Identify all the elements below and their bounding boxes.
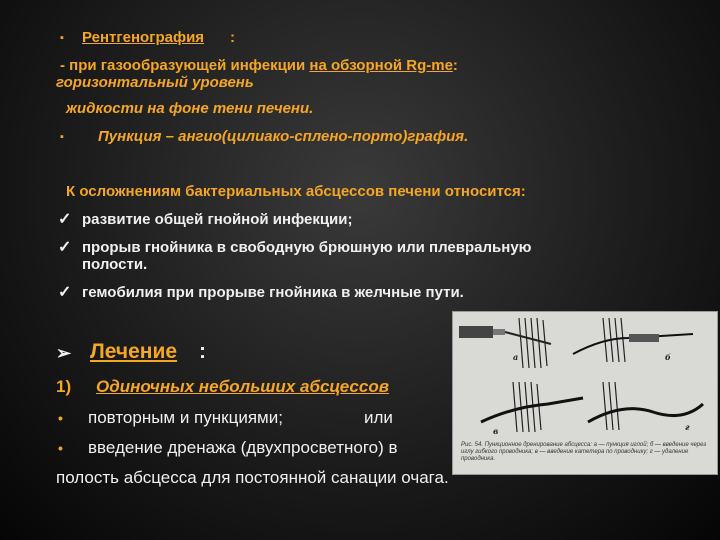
treatment-sub1-or: или — [364, 408, 393, 427]
tissue-hatch-a — [519, 318, 547, 368]
complications-heading: К осложнениям бактериальных абсцессов печени относится: — [66, 183, 526, 200]
figure-label-b: б — [665, 352, 671, 362]
figure-caption: Рис. 54. Пункционное дренирование абсцесса: а — пункция иглой; б — введение через иглу гибкого проводника; в — введение катетера по проводнику; г — удаление проводника. — [461, 442, 707, 462]
needle-hub — [629, 334, 659, 342]
treatment-tail: полость абсцесса для постоянной санации очага. — [56, 468, 449, 487]
xray-line2: горизонтальный уровень — [56, 74, 254, 91]
round-bullet: • — [58, 410, 63, 426]
treatment-heading-colon: : — [199, 340, 206, 363]
round-bullet: • — [58, 440, 63, 456]
treatment-item-text: Одиночных небольших абсцессов — [96, 377, 389, 396]
figure-label-c: в — [493, 426, 499, 436]
xray-line1-link: на обзорной Rg-me — [309, 57, 453, 74]
check-icon: ✓ — [58, 211, 72, 228]
complication-item: развитие общей гнойной инфекции; — [82, 211, 353, 228]
treatment-heading: Лечение — [90, 340, 178, 363]
tissue-hatch-d — [603, 382, 619, 430]
puncture-line: Пункция – ангио(цилиако-сплено-порто)графия. — [98, 128, 469, 145]
xray-heading: Рентгенография — [82, 29, 205, 46]
check-icon: ✓ — [58, 284, 72, 301]
complication-item: прорыв гнойника в свободную брюшную или плевральную — [82, 239, 532, 256]
xray-line1-colon: : — [452, 57, 458, 74]
xray-line1 — [60, 57, 458, 74]
complication-item: полости. — [82, 256, 148, 273]
syringe-tip — [493, 329, 505, 335]
treatment-item-number: 1) — [56, 377, 72, 396]
puncture-drainage-figure — [452, 311, 718, 475]
treatment-sub1: повторным и пункциями; — [88, 408, 283, 427]
complication-item: гемобилия при прорыве гнойника в желчные пути. — [82, 284, 464, 301]
syringe-shape — [459, 326, 493, 338]
xray-heading-colon: : — [230, 29, 235, 46]
arrow-bullet-icon: ➢ — [56, 343, 72, 363]
treatment-sub2: введение дренажа (двухпросветного) в — [88, 438, 398, 457]
xray-line1-prefix: - при газообразующей инфекции — [60, 57, 310, 74]
bullet-marker: ▪ — [60, 131, 64, 143]
xray-line3: жидкости на фоне тени печени. — [66, 100, 314, 117]
bullet-marker: ▪ — [60, 32, 64, 44]
figure-label-a: а — [513, 352, 519, 362]
figure-label-d: г — [685, 422, 690, 432]
check-icon: ✓ — [58, 239, 72, 256]
